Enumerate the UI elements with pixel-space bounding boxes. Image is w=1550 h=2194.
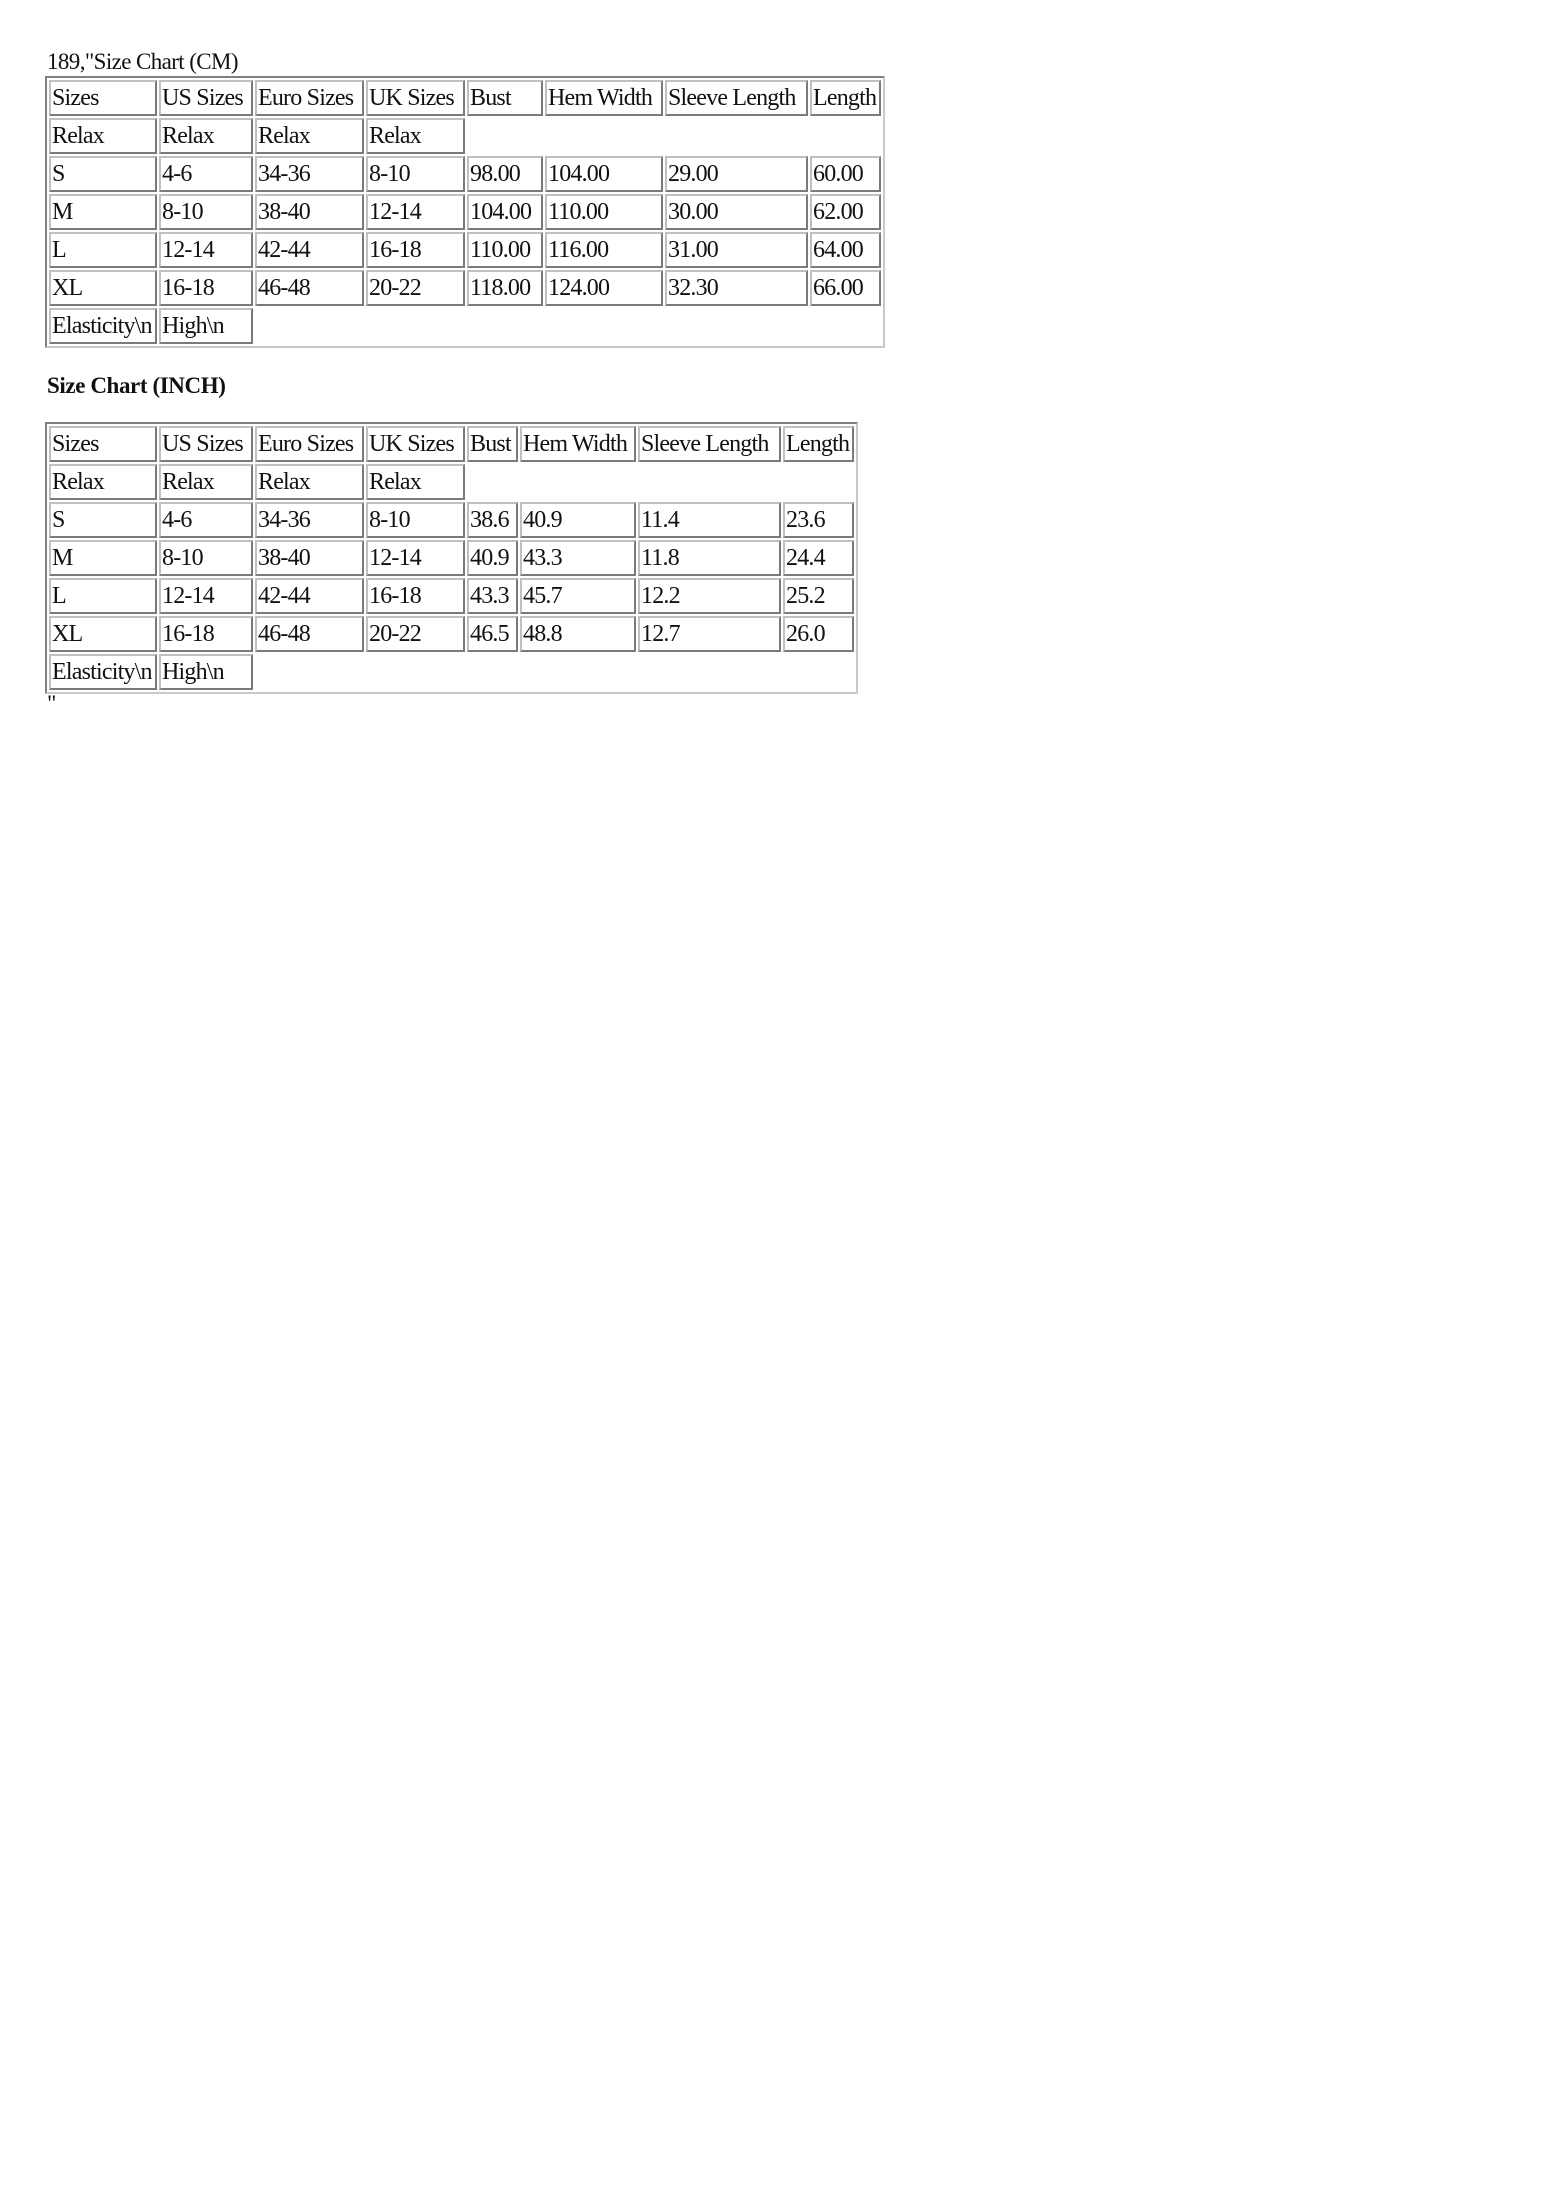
table-cell: High\n — [159, 654, 253, 690]
empty-cell — [255, 654, 854, 690]
table-cell: 34-36 — [255, 156, 364, 192]
table-cell: 42-44 — [255, 232, 364, 268]
header-cell: Bust — [467, 80, 543, 116]
header-cell: Euro Sizes — [255, 80, 364, 116]
table-cell: 8-10 — [159, 194, 253, 230]
table-cell: 43.3 — [467, 578, 518, 614]
table-cell: 26.0 — [783, 616, 854, 652]
table-cell: 20-22 — [366, 270, 465, 306]
table-cell: 12-14 — [159, 232, 253, 268]
table-cell: Relax — [366, 118, 465, 154]
elasticity-row — [49, 654, 854, 690]
table-cell: 98.00 — [467, 156, 543, 192]
table-cell: Relax — [255, 118, 364, 154]
table-row — [49, 156, 881, 192]
table-cell: 4-6 — [159, 156, 253, 192]
table-cell: 29.00 — [665, 156, 808, 192]
table-cell: 62.00 — [810, 194, 881, 230]
table-cell: 24.4 — [783, 540, 854, 576]
table-cell: 46-48 — [255, 270, 364, 306]
table-cell: L — [49, 578, 157, 614]
table-cell: L — [49, 232, 157, 268]
table-cell: 42-44 — [255, 578, 364, 614]
table-cell: 46.5 — [467, 616, 518, 652]
table-cell: 48.8 — [520, 616, 636, 652]
table-cell: 25.2 — [783, 578, 854, 614]
table-cell: 40.9 — [520, 502, 636, 538]
table-cell: 66.00 — [810, 270, 881, 306]
table-cell: M — [49, 194, 157, 230]
table-cell: 46-48 — [255, 616, 364, 652]
table-cell: 38-40 — [255, 194, 364, 230]
fit-row — [49, 464, 854, 500]
table-cell: 12.7 — [638, 616, 781, 652]
header-cell: Sleeve Length — [665, 80, 808, 116]
table-cell: 38.6 — [467, 502, 518, 538]
table-cell: M — [49, 540, 157, 576]
table-cell: 12-14 — [366, 194, 465, 230]
table-cell: Relax — [159, 118, 253, 154]
table-row — [49, 578, 854, 614]
empty-cell — [467, 464, 854, 500]
table-row — [49, 540, 854, 576]
table-cell: 4-6 — [159, 502, 253, 538]
header-cell: US Sizes — [159, 426, 253, 462]
header-cell: Bust — [467, 426, 518, 462]
elasticity-row — [49, 308, 881, 344]
fit-row — [49, 118, 881, 154]
header-cell: Length — [783, 426, 854, 462]
table-cell: 11.4 — [638, 502, 781, 538]
table-cell: 124.00 — [545, 270, 663, 306]
table-cell: Relax — [49, 118, 157, 154]
table-cell: 31.00 — [665, 232, 808, 268]
table-cell: 16-18 — [159, 616, 253, 652]
cm-chart-title: 189,"Size Chart (CM) — [47, 49, 238, 74]
header-cell: Hem Width — [520, 426, 636, 462]
table-header-row — [49, 426, 854, 462]
table-cell: 12-14 — [366, 540, 465, 576]
table-cell: 8-10 — [366, 502, 465, 538]
table-cell: Elasticity\n — [49, 308, 157, 344]
table-cell: 45.7 — [520, 578, 636, 614]
header-cell: Sleeve Length — [638, 426, 781, 462]
table-cell: 32.30 — [665, 270, 808, 306]
table-cell: XL — [49, 616, 157, 652]
header-cell: Length — [810, 80, 881, 116]
table-cell: 16-18 — [366, 578, 465, 614]
header-cell: UK Sizes — [366, 426, 465, 462]
table-cell: S — [49, 156, 157, 192]
table-cell: 30.00 — [665, 194, 808, 230]
header-cell: Hem Width — [545, 80, 663, 116]
table-row — [49, 502, 854, 538]
table-cell: Elasticity\n — [49, 654, 157, 690]
table-cell: 11.8 — [638, 540, 781, 576]
table-cell: 116.00 — [545, 232, 663, 268]
table-header-row — [49, 80, 881, 116]
table-cell: 40.9 — [467, 540, 518, 576]
table-cell: 12.2 — [638, 578, 781, 614]
table-cell: 16-18 — [159, 270, 253, 306]
table-cell: 20-22 — [366, 616, 465, 652]
size-chart-cm-table — [45, 76, 885, 348]
header-cell: UK Sizes — [366, 80, 465, 116]
closing-quote-text: " — [47, 691, 57, 716]
table-cell: XL — [49, 270, 157, 306]
table-row — [49, 194, 881, 230]
table-cell: 60.00 — [810, 156, 881, 192]
table-cell: 8-10 — [159, 540, 253, 576]
table-cell: 118.00 — [467, 270, 543, 306]
table-cell: 104.00 — [467, 194, 543, 230]
table-cell: S — [49, 502, 157, 538]
size-chart-inch-table — [45, 422, 858, 694]
table-cell: Relax — [49, 464, 157, 500]
table-cell: 34-36 — [255, 502, 364, 538]
header-cell: Sizes — [49, 80, 157, 116]
table-cell: 110.00 — [545, 194, 663, 230]
table-cell: 110.00 — [467, 232, 543, 268]
table-cell: 64.00 — [810, 232, 881, 268]
inch-chart-heading: Size Chart (INCH) — [47, 373, 226, 398]
table-cell: 104.00 — [545, 156, 663, 192]
table-cell: High\n — [159, 308, 253, 344]
table-cell: 16-18 — [366, 232, 465, 268]
table-cell: 38-40 — [255, 540, 364, 576]
table-cell: Relax — [366, 464, 465, 500]
header-cell: Sizes — [49, 426, 157, 462]
table-cell: 23.6 — [783, 502, 854, 538]
table-row — [49, 270, 881, 306]
table-row — [49, 616, 854, 652]
table-cell: 8-10 — [366, 156, 465, 192]
table-cell: 12-14 — [159, 578, 253, 614]
header-cell: Euro Sizes — [255, 426, 364, 462]
table-row — [49, 232, 881, 268]
table-cell: Relax — [255, 464, 364, 500]
empty-cell — [467, 118, 881, 154]
document-page — [47, 48, 1507, 714]
empty-cell — [255, 308, 881, 344]
header-cell: US Sizes — [159, 80, 253, 116]
table-cell: Relax — [159, 464, 253, 500]
table-cell: 43.3 — [520, 540, 636, 576]
